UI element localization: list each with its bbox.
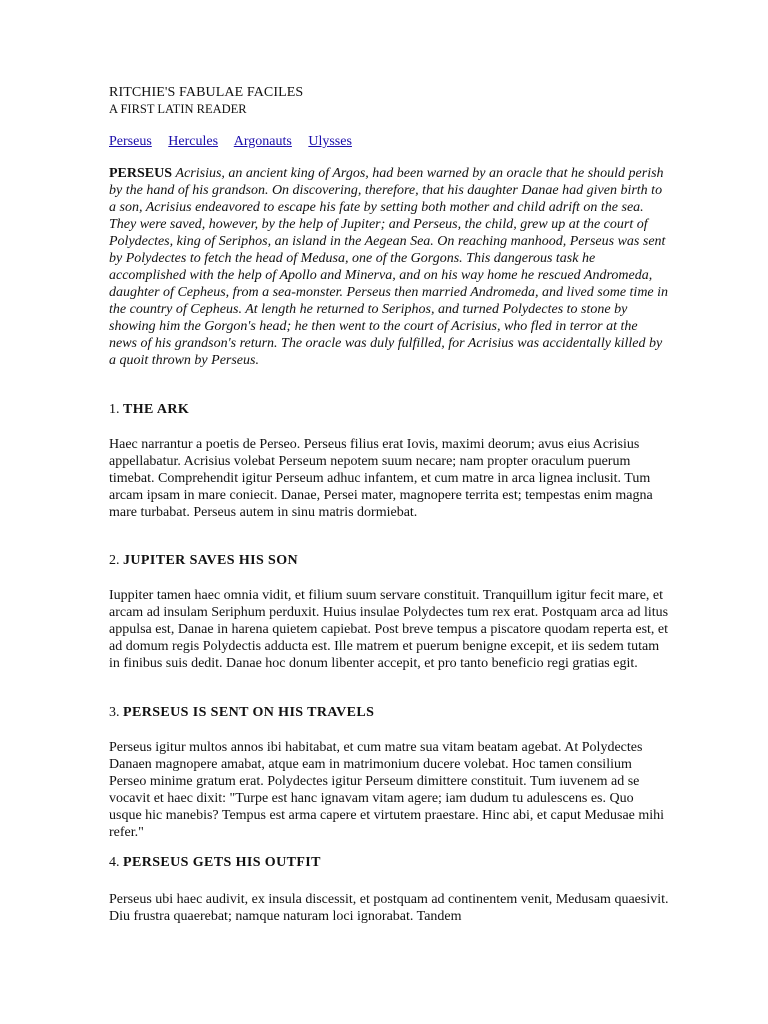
section-text-3: Perseus igitur multos annos ibi habitabat, et cum matre sua vitam beatam agebat. At Polydectes Danaen magnopere amabat, atque eam in matrimonium ducere volebat. Hoc tamen consilium Perseo minime gratum erat. Polydectes igitur Perseum dimittere constituit. Tum iuvenem ad se vocavit et haec dixit: "Turpe est hanc ignavam vitam agere; iam dudum tu adulescens es. Quo usque hic manebis? Tempus est arma capere et virtutem praestare. Hinc abi, et caput Medusae mihi refer." bbox=[109, 740, 665, 840]
story-nav bbox=[109, 134, 365, 150]
section-text-1: Haec narrantur a poetis de Perseo. Perseus filius erat Iovis, maximi deorum; avus eius Acrisius appellabatur. Acrisius volebat Perseum nepotem suum necare; nam propter oraculum puerum timebat. Comprehendit igitur Perseum adhuc infantem, et cum matre in arca lignea inclusit. Tum arcam ipsam in mare coniecit. Danae, Persei mater, magnopere territa est; tempestas enim magna mare turbabat. Perseus autem in sinu matris dormiebat. bbox=[109, 437, 653, 520]
intro-text: Acrisius, an ancient king of Argos, had been warned by an oracle that he should perish by the hand of his grandson. On discovering, therefore, that his daughter Danae had given birth to a son, Acrisius endeavored to escape his fate by setting both mother and child adrift on the sea. They were saved, however, by the help of Jupiter; and Perseus, the child, grew up at the court of Polydectes, king of Seriphos, an island in the Aegean Sea. On reaching manhood, Perseus was sent by Polydectes to fetch the head of Medusa, one of the Gorgons. This dangerous task he accomplished with the help of Apollo and Minerva, and on his way home he rescued Andromeda, daughter of Cepheus, from a sea-monster. Perseus then married Andromeda, and lived some time in the country of Cepheus. At length he returned to Seriphos, and turned Polydectes to stone by showing him the Gorgon's head; he then went to the court of Acrisius, who fled in terror at the news of his grandson's return. The oracle was duly fulfilled, for Acrisius was accidentally killed by a quoit thrown by Perseus. bbox=[109, 166, 669, 368]
nav-link-argonauts[interactable]: Argonauts bbox=[233, 134, 292, 149]
section-text-2: Iuppiter tamen haec omnia vidit, et filium suum servare constituit. Tranquillum igitur fecit mare, et arcam ad insulam Seriphum perduxit. Huius insulae Polydectes tum rex erat. Postquam arca ad litus appulsa est, Danae in harena quietem capiebat. Post breve tempus a piscatore quodam reperta est, et ad domum regis Polydectis adducta est. Ille matrem et puerum benigne excepit, et iis sedem tutam in finibus suis dedit. Danae hoc donum libenter accepit, et pro tanto beneficio regi gratias egit. bbox=[109, 588, 669, 671]
section-title: THE ARK bbox=[123, 402, 190, 417]
intro-paragraph bbox=[109, 165, 669, 369]
section-heading-3 bbox=[109, 705, 374, 721]
intro-lead: PERSEUS bbox=[109, 166, 173, 181]
section-number: 1. bbox=[109, 402, 120, 417]
section-number: 3. bbox=[109, 705, 120, 720]
nav-link-ulysses[interactable]: Ulysses bbox=[308, 134, 352, 149]
section-heading-1 bbox=[109, 402, 189, 418]
section-heading-4 bbox=[109, 855, 321, 871]
section-heading-2 bbox=[109, 553, 298, 569]
section-title: PERSEUS GETS HIS OUTFIT bbox=[123, 855, 321, 870]
document-subtitle: A FIRST LATIN READER bbox=[109, 102, 247, 116]
nav-link-hercules[interactable]: Hercules bbox=[168, 134, 219, 149]
section-title: JUPITER SAVES HIS SON bbox=[123, 553, 299, 568]
section-number: 4. bbox=[109, 855, 120, 870]
section-number: 2. bbox=[109, 553, 120, 568]
section-text-4: Perseus ubi haec audivit, ex insula discessit, et postquam ad continentem venit, Medusam quaesivit. Diu frustra quaerebat; namque naturam loci ignorabat. Tandem bbox=[109, 892, 669, 924]
document-title: RITCHIE'S FABULAE FACILES bbox=[109, 85, 304, 100]
nav-link-perseus[interactable]: Perseus bbox=[109, 134, 152, 149]
section-title: PERSEUS IS SENT ON HIS TRAVELS bbox=[123, 705, 375, 720]
